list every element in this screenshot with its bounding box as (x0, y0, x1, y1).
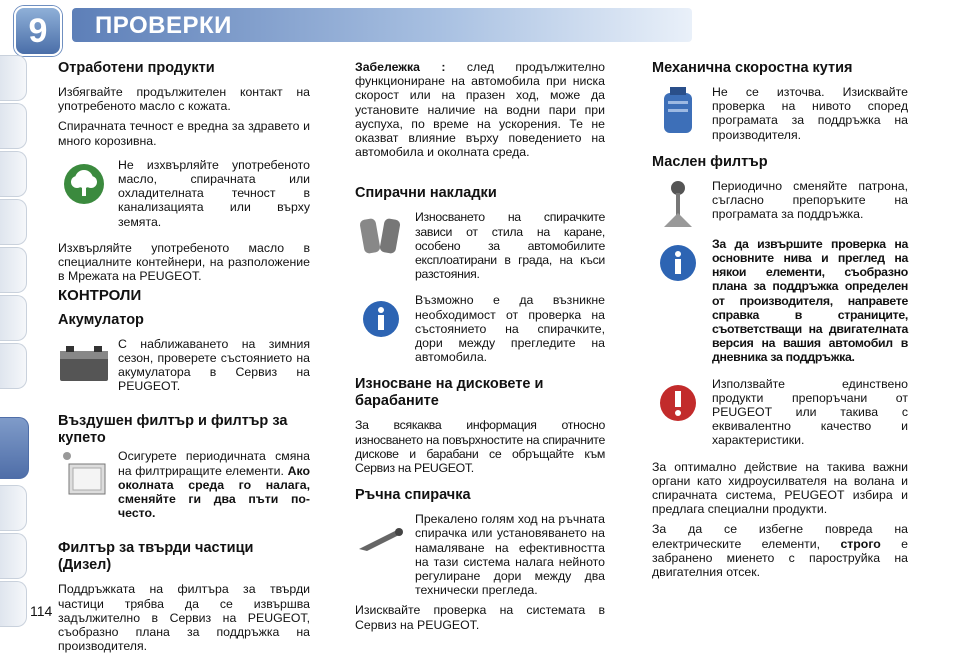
info-icon (652, 237, 704, 289)
gear-lever-icon (652, 179, 704, 231)
side-tab[interactable] (0, 295, 27, 341)
side-tab[interactable] (0, 151, 27, 197)
chapter-number: 9 (28, 11, 48, 50)
air-filter-icon (58, 449, 110, 501)
air-filter-title: Въздушен филтър и филтър за купето (58, 413, 288, 447)
environment-text: Не изхвърляйте употребеното масло, спирачната или охладителната течност в канализацията или върху земята. (118, 157, 310, 229)
particle-filter-title: Филтър за твърди частици (Дизел) (58, 540, 254, 574)
used-products-p1: Избягвайте продължителен контакт на употребеното масло с кожата. (58, 85, 310, 114)
particle-filter-text: Поддръжката на филтъра за твърди частици трябва да се извършва задължително в Сервиз на PEUGEOT, съобразно плана за поддръжка на производителя. (58, 582, 310, 654)
page-title: ПРОВЕРКИ (95, 12, 232, 39)
page-header (0, 0, 960, 50)
col3-p2-end: е забранено миенето с пароструйка на двигателния отсек. (652, 536, 908, 580)
handbrake-icon (355, 512, 407, 564)
environment-tree-icon (58, 158, 110, 210)
discs-text: За всякаква информация относно износването на повърхностите на спирачните дискове и барабани се обръщайте към Сервиз на PEUGEOT. (355, 418, 605, 476)
discs-title: Износване на дисковете и барабаните (355, 376, 544, 410)
used-products-title: Отработени продукти (58, 60, 215, 76)
oil-filter-title: Маслен филтър (652, 153, 768, 170)
brake-pads-text1: Износването на спирачките зависи от стила на каране, особено за автомобилите експлоатирани в града, на къси разстояния. (415, 210, 605, 282)
side-tab-active[interactable] (0, 417, 29, 479)
col3-p2-start: За да се избегне повреда на електрическите елементи, (652, 522, 908, 551)
note-text: след продължително функциониране на автомобила при ниска скорост или на празен ход, може да установите наличие на водни пари при ауспуха, по време на ускорения. Те не оказват влияние върху поведението на автомобила и околната среда. (355, 60, 605, 160)
column-3 (652, 60, 908, 585)
oil-can-icon (652, 85, 704, 137)
brake-pads-title: Спирачни накладки (355, 185, 497, 202)
side-tab[interactable] (0, 103, 27, 149)
battery-text: С наближаването на зимния сезон, проверете състоянието на акумулатора в Сервиз на PEUGEOT. (118, 336, 310, 394)
brake-pads-icon (355, 210, 407, 262)
warning-icon (652, 377, 704, 429)
info-icon (355, 293, 407, 345)
maintenance-info: За да извършите проверка на основните нива и преглед на някои елементи, съобразно плана за поддръжка определен от производителя, направете справка в страниците, съответстващи на двигателната версия на вашия автомобил в дневника за поддръжка. (712, 236, 908, 365)
chapter-badge (14, 6, 62, 56)
air-filter-bold: Ако околната среда го налага, сменяйте ги два пъти по-често. (118, 463, 310, 521)
products-warning: Използвайте единствено продукти препоръчани от PEUGEOT или такива с еквивалентно качество и характеристики. (712, 376, 908, 448)
handbrake-title: Ръчна спирачка (355, 487, 471, 504)
battery-title: Акумулатор (58, 311, 144, 328)
gearbox-text: Не се източва. Изисквайте проверка на нивото според програмата за поддръжка на производителя. (712, 85, 908, 142)
brake-pads-text2: Възможно е да възникне необходимост от проверка на състоянието на спирачките, дори между прегледите на автомобила. (415, 293, 605, 365)
column-2 (355, 60, 605, 638)
handbrake-text2: Изисквайте проверка на системата в Сервиз на PEUGEOT. (355, 603, 605, 632)
page-number: 114 (30, 603, 53, 619)
air-filter-text: Осигурете периодичната смяна на филтриращите елементи. (118, 449, 310, 478)
side-tabs (0, 55, 28, 640)
oil-filter-text: Периодично сменяйте патрона, съгласно препоръките на програмата за поддръжка. (712, 178, 908, 222)
used-products-p3: Изхвърляйте употребеното масло в специалните контейнери, на разположение в Мрежата на PEUGEOT. (58, 240, 310, 284)
battery-icon (58, 337, 110, 389)
handbrake-text: Прекалено голям ход на ръчната спирачка или установяването на намаляване на ефективността на тази система налага нейното регулиране дори между два технически прегледа. (415, 512, 605, 598)
side-tab[interactable] (0, 581, 27, 627)
gearbox-title: Механична скоростна кутия (652, 60, 853, 76)
used-products-p2: Спирачната течност е вредна за здравето и много корозивна. (58, 119, 310, 148)
side-tab[interactable] (0, 55, 27, 101)
note-label: Забележка : (355, 60, 446, 74)
column-1 (58, 60, 310, 659)
side-tab[interactable] (0, 533, 27, 579)
controls-heading: КОНТРОЛИ (58, 287, 142, 305)
col3-p2-bold: строго (840, 536, 881, 551)
side-tab[interactable] (0, 343, 27, 389)
side-tab[interactable] (0, 485, 27, 531)
side-tab[interactable] (0, 247, 27, 293)
side-tab[interactable] (0, 199, 27, 245)
col3-p1: За оптимално действие на такива важни органи като хидроусилвателя на волана и спирачната система, PEUGEOT избира и предлага специални продукти. (652, 459, 908, 517)
